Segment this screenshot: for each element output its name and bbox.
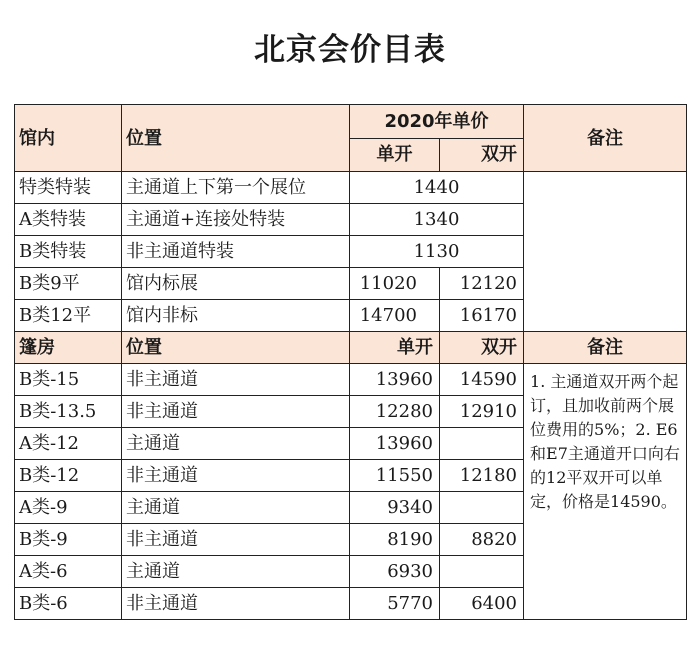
cell-single: 5770 [350, 588, 440, 620]
cell-location: 主通道上下第一个展位 [122, 172, 350, 204]
cell-location: 馆内标展 [122, 268, 350, 300]
header-price-group: 2020年单价 [350, 105, 524, 139]
cell-type: B类-9 [15, 524, 122, 556]
cell-location: 主通道 [122, 492, 350, 524]
cell-type: B类-12 [15, 460, 122, 492]
cell-location: 主通道+连接处特装 [122, 204, 350, 236]
cell-type: A类-12 [15, 428, 122, 460]
cell-single: 14700 [350, 300, 440, 332]
cell-single: 12280 [350, 396, 440, 428]
tent-header-row [15, 332, 687, 364]
tent-note: 1. 主通道双开两个起订，且加收前两个展位费用的5%；2. E6和E7主通道开口向右的12平双开可以单定，价格是14590。 [524, 364, 687, 620]
header-location: 位置 [122, 105, 350, 172]
cell-double: 6400 [440, 588, 524, 620]
cell-double: 12120 [440, 268, 524, 300]
cell-double: 12180 [440, 460, 524, 492]
header-double: 双开 [440, 138, 524, 172]
cell-single: 13960 [350, 364, 440, 396]
tent-header-single: 单开 [350, 332, 440, 364]
cell-type: B类-15 [15, 364, 122, 396]
cell-single: 11020 [350, 268, 440, 300]
cell-type: B类12平 [15, 300, 122, 332]
tent-header-type: 篷房 [15, 332, 122, 364]
cell-double [440, 556, 524, 588]
cell-double: 14590 [440, 364, 524, 396]
cell-type: A类-9 [15, 492, 122, 524]
cell-double [440, 428, 524, 460]
cell-location: 非主通道 [122, 364, 350, 396]
cell-type: B类特装 [15, 236, 122, 268]
page-title: 北京会价目表 [254, 32, 446, 68]
header-single: 单开 [350, 138, 440, 172]
cell-single: 6930 [350, 556, 440, 588]
tent-header-notes: 备注 [524, 332, 687, 364]
price-table [14, 104, 687, 620]
cell-location: 非主通道 [122, 588, 350, 620]
cell-price: 1340 [350, 204, 524, 236]
cell-location: 非主通道 [122, 524, 350, 556]
cell-single: 8190 [350, 524, 440, 556]
table-row [15, 172, 687, 204]
cell-type: A类特装 [15, 204, 122, 236]
tent-header-location: 位置 [122, 332, 350, 364]
hall-notes-cell [524, 172, 687, 332]
cell-double [440, 492, 524, 524]
cell-double: 12910 [440, 396, 524, 428]
cell-type: B类-6 [15, 588, 122, 620]
table-row [15, 364, 687, 396]
cell-type: 特类特装 [15, 172, 122, 204]
tent-header-double: 双开 [440, 332, 524, 364]
cell-price: 1130 [350, 236, 524, 268]
cell-single: 11550 [350, 460, 440, 492]
cell-double: 8820 [440, 524, 524, 556]
cell-type: B类9平 [15, 268, 122, 300]
cell-price: 1440 [350, 172, 524, 204]
cell-location: 主通道 [122, 428, 350, 460]
cell-type: A类-6 [15, 556, 122, 588]
cell-location: 馆内非标 [122, 300, 350, 332]
cell-location: 非主通道特装 [122, 236, 350, 268]
cell-location: 主通道 [122, 556, 350, 588]
cell-location: 非主通道 [122, 460, 350, 492]
cell-single: 9340 [350, 492, 440, 524]
cell-location: 非主通道 [122, 396, 350, 428]
cell-type: B类-13.5 [15, 396, 122, 428]
cell-single: 13960 [350, 428, 440, 460]
header-notes: 备注 [524, 105, 687, 172]
cell-double: 16170 [440, 300, 524, 332]
header-hall: 馆内 [15, 105, 122, 172]
